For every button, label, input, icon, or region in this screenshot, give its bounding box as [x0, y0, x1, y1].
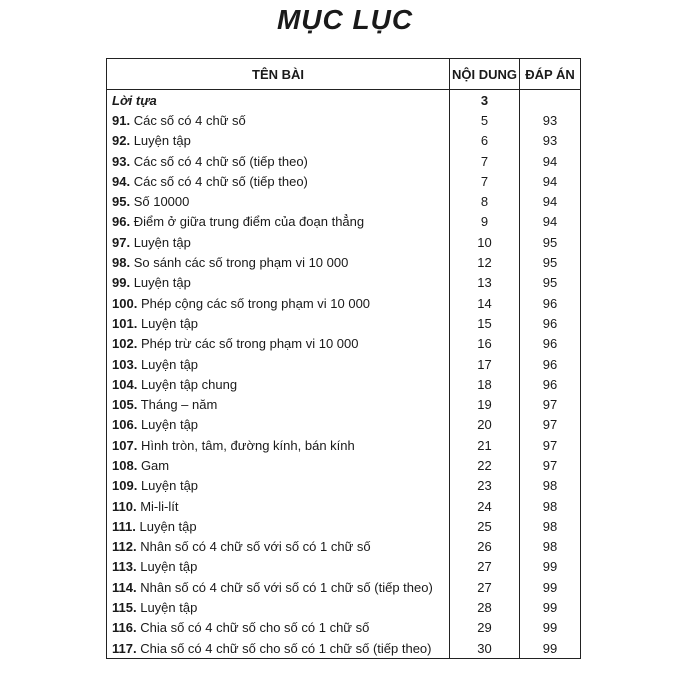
answer-page-cell: 96 — [520, 354, 581, 374]
header-answer-page: ĐÁP ÁN — [520, 59, 581, 90]
lesson-title: Luyện tập — [139, 518, 197, 534]
toc-row[interactable] — [107, 151, 581, 171]
lesson-name-cell — [107, 455, 450, 475]
content-page-cell: 14 — [450, 293, 520, 313]
toc-row[interactable] — [107, 577, 581, 597]
content-page-cell: 21 — [450, 435, 520, 455]
lesson-number: 117. — [112, 640, 137, 656]
toc-row[interactable] — [107, 110, 581, 130]
toc-row[interactable] — [107, 273, 581, 293]
header-content-page: NỘI DUNG — [450, 59, 520, 90]
lesson-number: 104. — [112, 376, 138, 392]
lesson-number: 109. — [112, 478, 138, 494]
answer-page-cell: 96 — [520, 334, 581, 354]
lesson-number: 92. — [112, 133, 131, 149]
toc-row[interactable] — [107, 212, 581, 232]
lesson-title: Luyện tập — [140, 478, 199, 494]
lesson-name-cell — [107, 354, 450, 374]
lesson-number: 115. — [112, 600, 137, 616]
answer-page-cell: 97 — [520, 394, 581, 414]
lesson-title: Mi-li-lít — [140, 498, 179, 514]
content-page-cell: 20 — [450, 415, 520, 435]
lesson-name-cell — [107, 212, 450, 232]
content-page-cell: 5 — [450, 110, 520, 130]
intro-page: 3 — [480, 92, 489, 108]
lesson-number: 110. — [112, 498, 137, 514]
lesson-number: 94. — [112, 173, 131, 189]
lesson-name-cell — [107, 293, 450, 313]
toc-row[interactable] — [107, 618, 581, 638]
lesson-title: Luyện tập — [133, 133, 191, 149]
toc-row[interactable] — [107, 191, 581, 211]
answer-page-cell: 98 — [520, 496, 581, 516]
toc-row[interactable] — [107, 394, 581, 414]
lesson-title: Phép trừ các số trong phạm vi 10 000 — [140, 336, 359, 352]
content-page-cell: 8 — [450, 191, 520, 211]
answer-page-cell: 96 — [520, 313, 581, 333]
toc-row[interactable] — [107, 516, 581, 536]
lesson-title: Nhân số có 4 chữ số với số có 1 chữ số — [140, 539, 371, 555]
lesson-name-cell — [107, 597, 450, 617]
toc-row[interactable] — [107, 334, 581, 354]
answer-page-cell: 98 — [520, 516, 581, 536]
lesson-title: So sánh các số trong phạm vi 10 000 — [133, 255, 349, 271]
content-page-cell: 25 — [450, 516, 520, 536]
lesson-number: 102. — [112, 336, 138, 352]
answer-page-cell: 99 — [520, 557, 581, 577]
lesson-name-cell — [107, 110, 450, 130]
lesson-title: Các số có 4 chữ số — [133, 112, 246, 128]
page-title: MỤC LỤC — [276, 4, 414, 35]
lesson-title: Điểm ở giữa trung điểm của đoạn thẳng — [133, 214, 365, 230]
content-page-cell: 12 — [450, 252, 520, 272]
toc-row[interactable] — [107, 496, 581, 516]
answer-page-cell: 95 — [520, 232, 581, 252]
lesson-title: Luyện tập — [140, 600, 198, 616]
lesson-name-cell — [107, 334, 450, 354]
lesson-title: Luyện tập — [140, 559, 198, 575]
toc-row[interactable] — [107, 597, 581, 617]
answer-page-cell: 94 — [520, 191, 581, 211]
toc-header-row — [107, 59, 581, 90]
answer-page-cell: 97 — [520, 415, 581, 435]
lesson-title: Chia số có 4 chữ số cho số có 1 chữ số (tiếp theo) — [140, 640, 432, 656]
lesson-number: 112. — [112, 539, 137, 555]
lesson-number: 95. — [112, 194, 131, 210]
content-page-cell: 29 — [450, 618, 520, 638]
content-page-cell: 10 — [450, 232, 520, 252]
answer-page-cell: 94 — [520, 171, 581, 191]
toc-row[interactable] — [107, 455, 581, 475]
toc-row[interactable] — [107, 435, 581, 455]
lesson-number: 108. — [112, 457, 138, 473]
content-page-cell: 22 — [450, 455, 520, 475]
lesson-name-cell — [107, 252, 450, 272]
toc-row[interactable] — [107, 171, 581, 191]
lesson-name-cell — [107, 516, 450, 536]
lesson-name-cell — [107, 557, 450, 577]
lesson-title: Số 10000 — [133, 194, 190, 210]
lesson-number: 116. — [112, 620, 137, 636]
lesson-title: Chia số có 4 chữ số cho số có 1 chữ số — [140, 620, 370, 636]
toc-row[interactable] — [107, 131, 581, 151]
content-page-cell: 27 — [450, 557, 520, 577]
content-page-cell: 16 — [450, 334, 520, 354]
answer-page-cell: 98 — [520, 476, 581, 496]
intro-label: Lời tựa — [112, 92, 157, 108]
answer-page-cell: 99 — [520, 597, 581, 617]
content-page-cell: 7 — [450, 171, 520, 191]
content-page-cell: 18 — [450, 374, 520, 394]
lesson-number: 101. — [112, 315, 138, 331]
intro-label-cell — [107, 90, 450, 111]
intro-answer-cell — [520, 90, 581, 111]
toc-row[interactable] — [107, 374, 581, 394]
content-page-cell: 17 — [450, 354, 520, 374]
content-page-cell: 30 — [450, 638, 520, 659]
content-page-cell: 28 — [450, 597, 520, 617]
lesson-number: 105. — [112, 397, 138, 413]
lesson-name-cell — [107, 151, 450, 171]
lesson-title: Nhân số có 4 chữ số với số có 1 chữ số (tiếp theo) — [140, 579, 433, 595]
lesson-number: 103. — [112, 356, 138, 372]
lesson-number: 99. — [112, 275, 131, 291]
lesson-name-cell — [107, 638, 450, 659]
answer-page-cell: 94 — [520, 151, 581, 171]
lesson-title: Luyện tập — [140, 356, 199, 372]
toc-row[interactable] — [107, 354, 581, 374]
lesson-name-cell — [107, 394, 450, 414]
lesson-title: Luyện tập chung — [140, 376, 238, 392]
answer-page-cell: 97 — [520, 435, 581, 455]
answer-page-cell: 95 — [520, 273, 581, 293]
lesson-name-cell — [107, 577, 450, 597]
lesson-number: 111. — [112, 518, 136, 534]
lesson-title: Luyện tập — [140, 315, 199, 331]
lesson-title: Các số có 4 chữ số (tiếp theo) — [133, 173, 308, 189]
lesson-number: 98. — [112, 255, 131, 271]
toc-row[interactable] — [107, 252, 581, 272]
content-page-cell: 13 — [450, 273, 520, 293]
lesson-title: Luyện tập — [140, 417, 199, 433]
toc-row[interactable] — [107, 557, 581, 577]
toc-row[interactable] — [107, 293, 581, 313]
lesson-name-cell — [107, 435, 450, 455]
toc-table — [106, 58, 581, 659]
toc-row[interactable] — [107, 313, 581, 333]
lesson-name-cell — [107, 191, 450, 211]
lesson-number: 100. — [112, 295, 138, 311]
content-page-cell: 7 — [450, 151, 520, 171]
answer-page-cell: 96 — [520, 374, 581, 394]
lesson-title: Gam — [140, 457, 170, 473]
lesson-name-cell — [107, 171, 450, 191]
lesson-number: 114. — [112, 579, 137, 595]
answer-page-cell: 94 — [520, 212, 581, 232]
lesson-number: 93. — [112, 153, 131, 169]
answer-page-cell: 95 — [520, 252, 581, 272]
lesson-number: 91. — [112, 112, 131, 128]
lesson-number: 106. — [112, 417, 138, 433]
lesson-name-cell — [107, 374, 450, 394]
content-page-cell: 27 — [450, 577, 520, 597]
lesson-name-cell — [107, 313, 450, 333]
content-page-cell: 15 — [450, 313, 520, 333]
intro-page-cell — [450, 90, 520, 111]
lesson-number: 97. — [112, 234, 131, 250]
lesson-number: 96. — [112, 214, 131, 230]
answer-page-cell: 97 — [520, 455, 581, 475]
lesson-name-cell — [107, 273, 450, 293]
lesson-title: Tháng – năm — [140, 397, 218, 413]
lesson-name-cell — [107, 496, 450, 516]
answer-page-cell: 99 — [520, 577, 581, 597]
answer-page-cell: 99 — [520, 618, 581, 638]
lesson-title: Luyện tập — [133, 275, 191, 291]
content-page-cell: 26 — [450, 537, 520, 557]
toc-row[interactable] — [107, 537, 581, 557]
lesson-title: Các số có 4 chữ số (tiếp theo) — [133, 153, 308, 169]
lesson-title: Luyện tập — [133, 234, 191, 250]
lesson-number: 113. — [112, 559, 137, 575]
lesson-name-cell — [107, 415, 450, 435]
answer-page-cell: 98 — [520, 537, 581, 557]
lesson-name-cell — [107, 537, 450, 557]
content-page-cell: 24 — [450, 496, 520, 516]
lesson-name-cell — [107, 131, 450, 151]
lesson-name-cell — [107, 232, 450, 252]
content-page-cell: 23 — [450, 476, 520, 496]
lesson-title: Hình tròn, tâm, đường kính, bán kính — [140, 437, 355, 453]
lesson-name-cell — [107, 476, 450, 496]
toc-row[interactable] — [107, 638, 581, 659]
lesson-name-cell — [107, 618, 450, 638]
answer-page-cell: 93 — [520, 110, 581, 130]
header-lesson-name: TÊN BÀI — [107, 59, 450, 90]
lesson-number: 107. — [112, 437, 138, 453]
toc-row[interactable] — [107, 476, 581, 496]
answer-page-cell: 93 — [520, 131, 581, 151]
lesson-title: Phép cộng các số trong phạm vi 10 000 — [140, 295, 371, 311]
answer-page-cell: 99 — [520, 638, 581, 659]
content-page-cell: 19 — [450, 394, 520, 414]
toc-intro-row[interactable] — [107, 90, 581, 111]
answer-page-cell: 96 — [520, 293, 581, 313]
toc-row[interactable] — [107, 415, 581, 435]
content-page-cell: 9 — [450, 212, 520, 232]
toc-row[interactable] — [107, 232, 581, 252]
content-page-cell: 6 — [450, 131, 520, 151]
